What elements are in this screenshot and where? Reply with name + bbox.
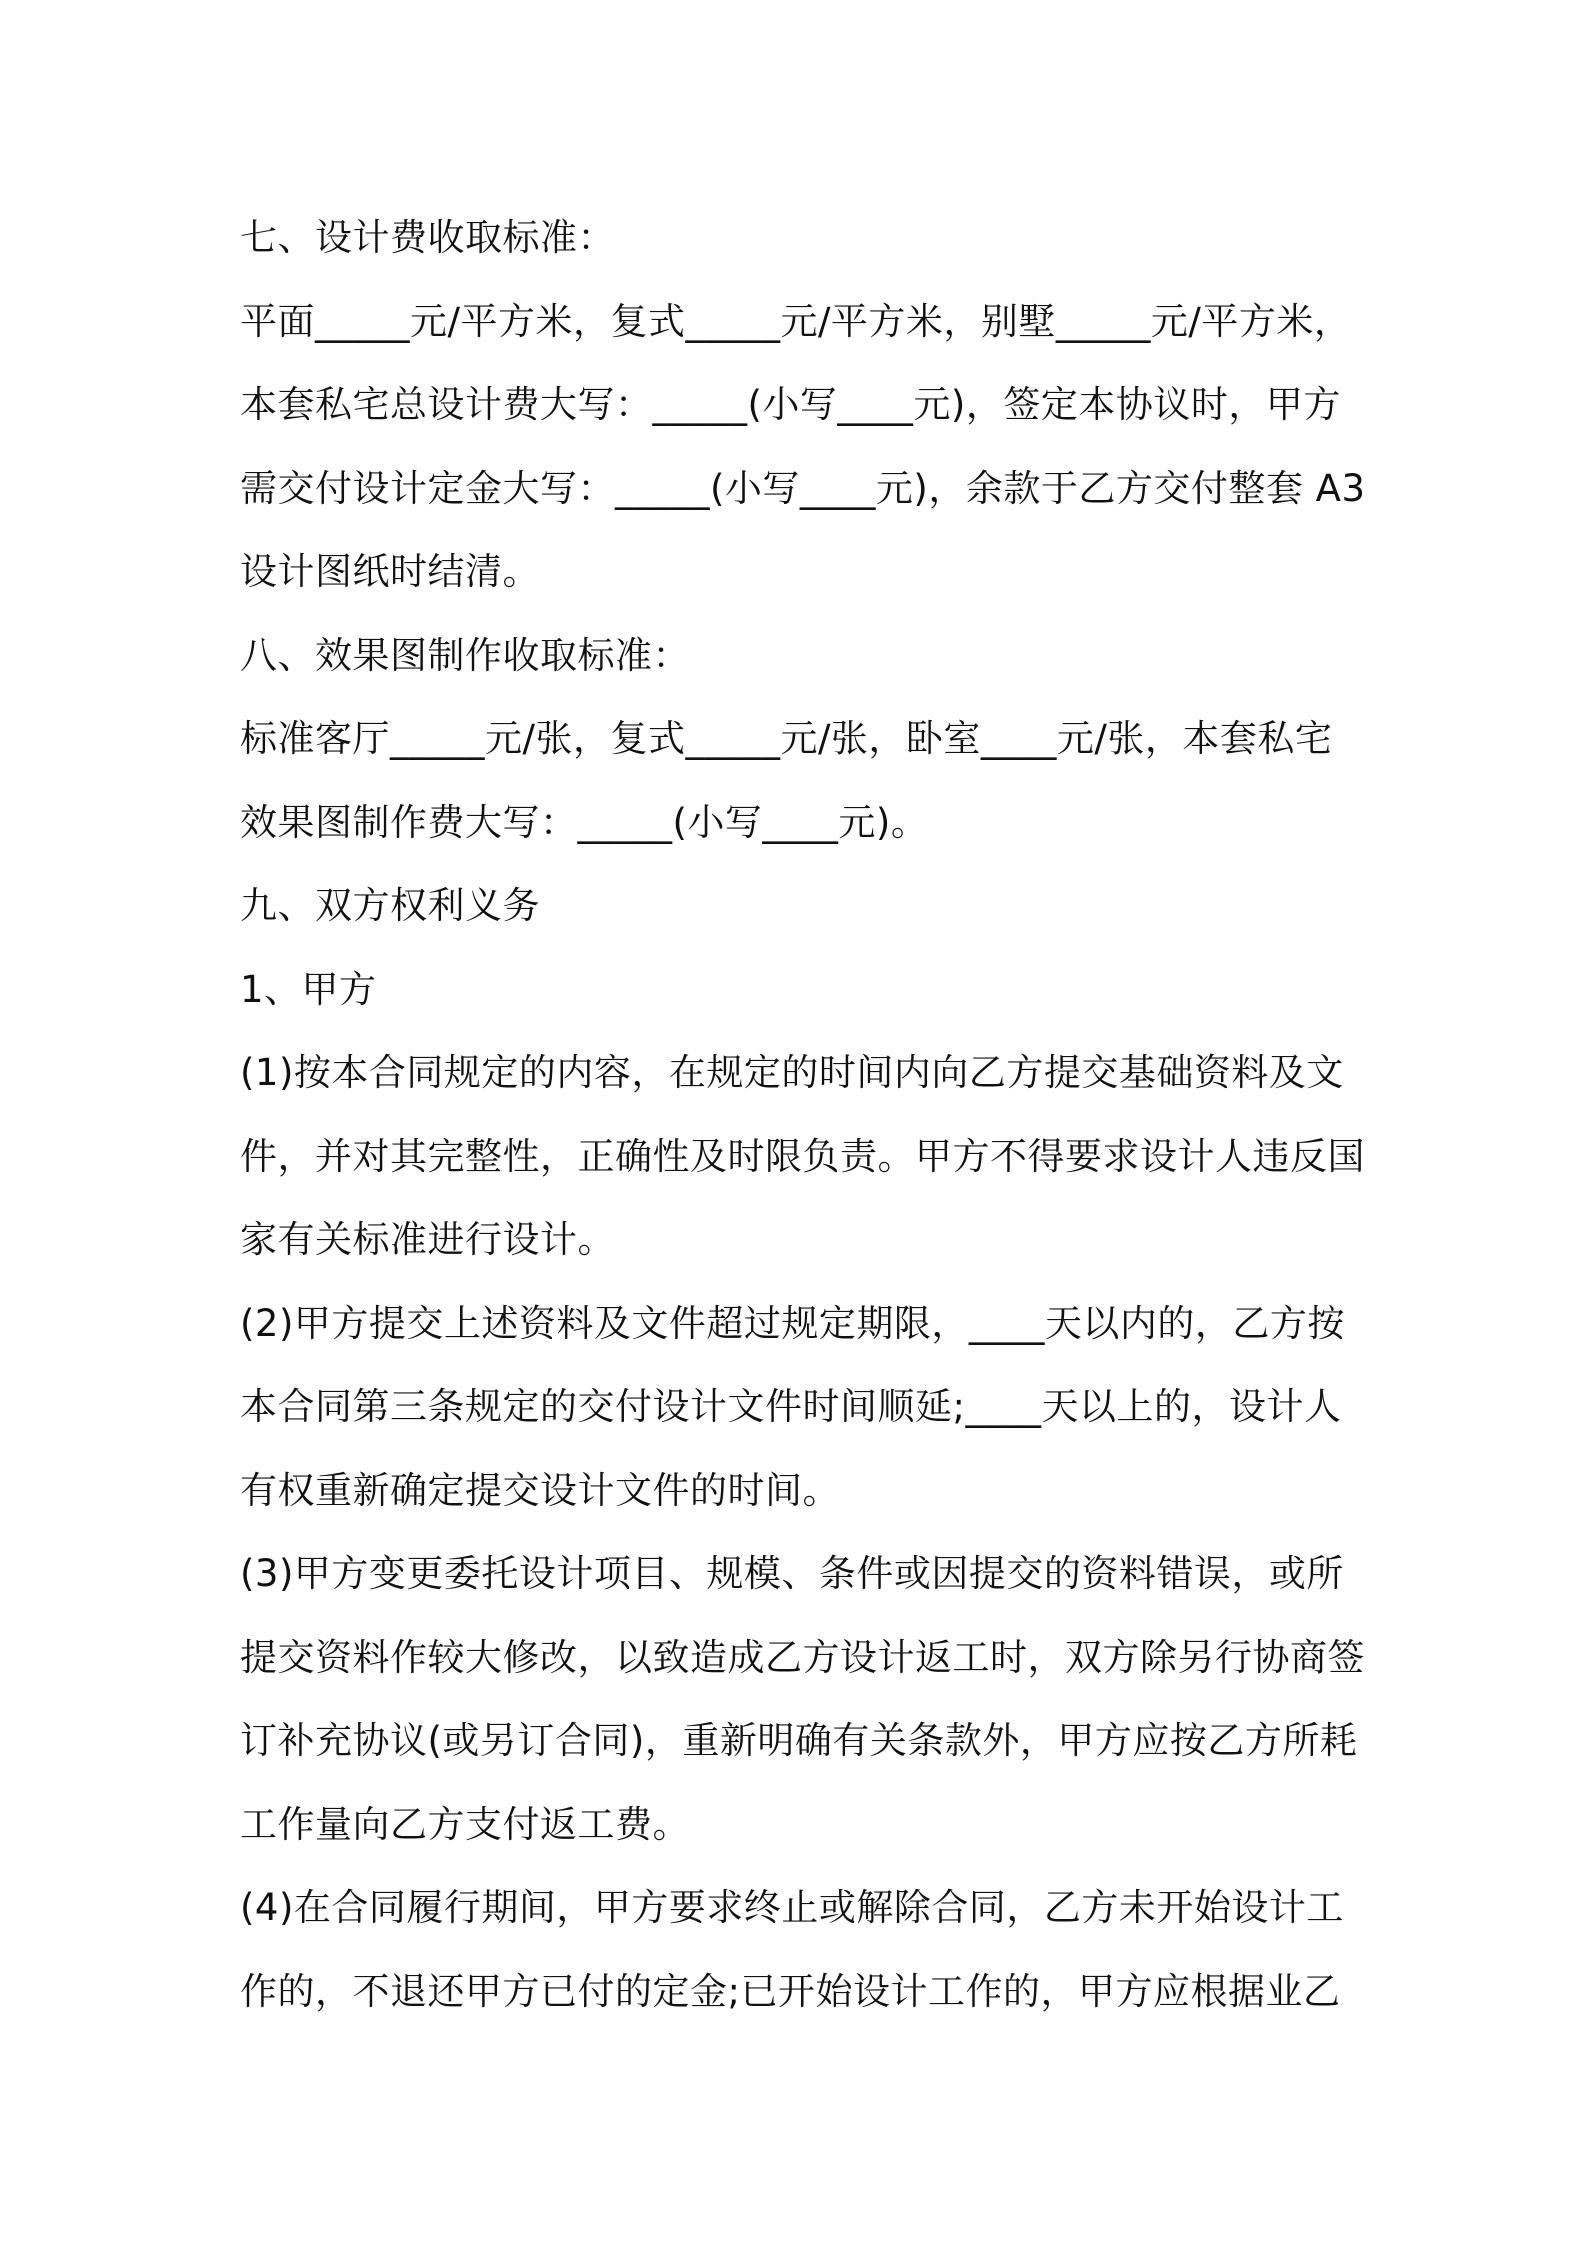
paragraph-line: 订补充协议(或另订合同)，重新明确有关条款外，甲方应按乙方所耗: [240, 1719, 1358, 1762]
paragraph-line: (3)甲方变更委托设计项目、规模、条件或因提交的资料错误，或所: [240, 1552, 1344, 1595]
subsection-heading-party-a: 1、甲方: [240, 967, 377, 1011]
paragraph-line: 有权重新确定提交设计文件的时间。: [240, 1468, 840, 1512]
paragraph-line: (1)按本合同规定的内容，在规定的时间内向乙方提交基础资料及文: [240, 1051, 1344, 1094]
paragraph-line: 提交资料作较大修改，以致造成乙方设计返工时，双方除另行协商签: [240, 1635, 1365, 1679]
paragraph-line: 设计图纸时结清。: [240, 550, 540, 593]
paragraph-line: 本套私宅总设计费大写：_____(小写____元)，签定本协议时，甲方: [240, 383, 1341, 426]
paragraph-line: 家有关标准进行设计。: [240, 1218, 615, 1261]
paragraph-line: 作的，不退还甲方已付的定金;已开始设计工作的，甲方应根据业乙: [240, 1969, 1341, 2013]
paragraph-line: 标准客厅_____元/张，复式_____元/张，卧室____元/张，本套私宅: [240, 717, 1333, 760]
paragraph-line: 件，并对其完整性，正确性及时限负责。甲方不得要求设计人违反国: [240, 1134, 1365, 1178]
paragraph-line: 工作量向乙方支付返工费。: [240, 1802, 690, 1846]
paragraph-line: 需交付设计定金大写：_____(小写____元)，余款于乙方交付整套 A3: [240, 466, 1366, 510]
paragraph-line: (2)甲方提交上述资料及文件超过规定期限，____天以内的，乙方按: [240, 1301, 1345, 1345]
section-heading-design-fee: 七、设计费收取标准：: [240, 216, 615, 259]
section-heading-rights-obligations: 九、双方权利义务: [240, 884, 540, 927]
paragraph-line: 效果图制作费大写：_____(小写____元)。: [240, 800, 929, 844]
paragraph-line: 本合同第三条规定的交付设计文件时间顺延;____天以上的，设计人: [240, 1385, 1342, 1428]
paragraph-line: (4)在合同履行期间，甲方要求终止或解除合同，乙方未开始设计工: [240, 1886, 1344, 1929]
paragraph-line: 平面_____元/平方米，复式_____元/平方米，别墅_____元/平方米，: [240, 299, 1352, 343]
document-body: [240, 196, 1366, 2033]
section-heading-rendering-fee: 八、效果图制作收取标准：: [240, 633, 690, 677]
